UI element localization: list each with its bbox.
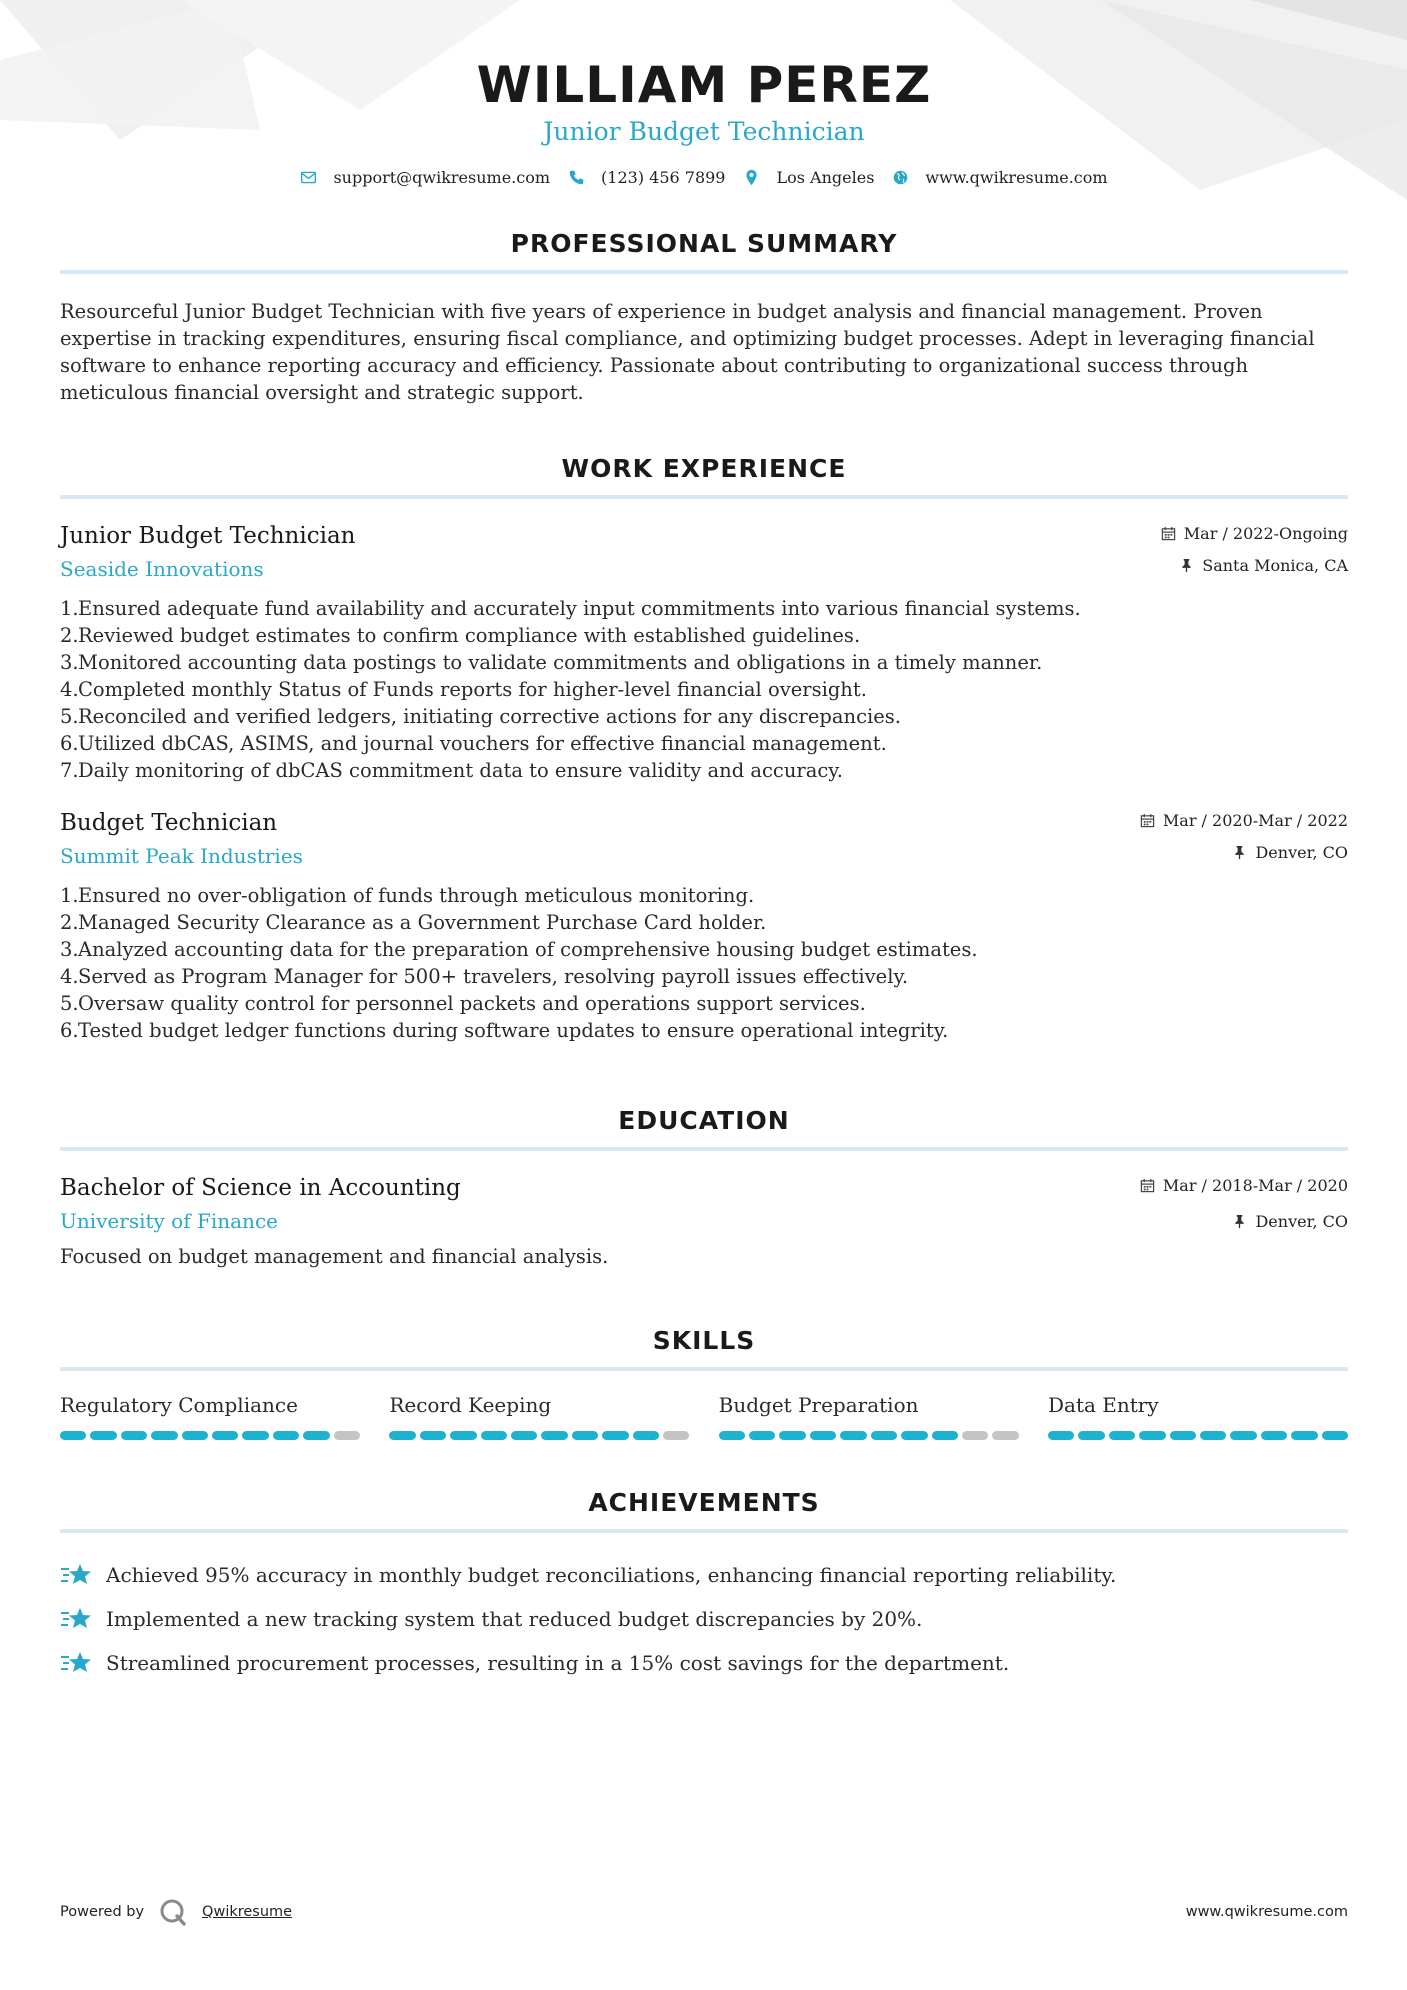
website-text: www.qwikresume.com xyxy=(925,168,1108,187)
email-text: support@qwikresume.com xyxy=(333,168,551,187)
skill-segment xyxy=(242,1431,268,1440)
shooting-star-icon xyxy=(60,1560,92,1590)
calendar-icon xyxy=(1140,813,1155,828)
job-company: Summit Peak Industries xyxy=(60,844,303,868)
skills-heading: SKILLS xyxy=(60,1326,1348,1371)
list-item: 2. Managed Security Clearance as a Government Purchase Card holder. xyxy=(60,911,767,934)
job-entry xyxy=(60,523,1348,784)
skill-segment xyxy=(633,1431,659,1440)
list-item: 5. Oversaw quality control for personnel packets and operations support services. xyxy=(60,992,866,1015)
list-item: 2. Reviewed budget estimates to confirm compliance with established guidelines. xyxy=(60,624,861,647)
list-item: 1. Ensured adequate fund availability and accurately input commitments into various financial systems. xyxy=(60,597,1081,620)
skill-segment xyxy=(1078,1431,1104,1440)
achievement-text: Implemented a new tracking system that reduced budget discrepancies by 20%. xyxy=(106,1607,923,1631)
job-entry xyxy=(60,810,1348,1044)
education-heading: EDUCATION xyxy=(60,1106,1348,1151)
qwikresume-link[interactable]: Qwikresume xyxy=(202,1904,293,1920)
skill-segment xyxy=(1170,1431,1196,1440)
skill-segment xyxy=(450,1431,476,1440)
skill-segment xyxy=(481,1431,507,1440)
list-item: 6. Tested budget ledger functions during software updates to ensure operational integrity. xyxy=(60,1019,949,1042)
phone-text: (123) 456 7899 xyxy=(601,168,726,187)
list-item: 1. Ensured no over-obligation of funds through meticulous monitoring. xyxy=(60,884,755,907)
achievement-text: Streamlined procurement processes, resulting in a 15% cost savings for the department. xyxy=(106,1651,1010,1675)
skill-segment xyxy=(273,1431,299,1440)
skill-segment xyxy=(182,1431,208,1440)
job-company: Seaside Innovations xyxy=(60,557,264,581)
location-text: Los Angeles xyxy=(776,168,875,187)
skill-segment xyxy=(1109,1431,1135,1440)
skill-segment xyxy=(212,1431,238,1440)
skill-segment xyxy=(663,1431,689,1440)
skill-segment xyxy=(389,1431,415,1440)
summary-section xyxy=(60,229,1348,406)
skill-segment xyxy=(840,1431,866,1440)
skills-section xyxy=(60,1326,1348,1440)
degree-title: Bachelor of Science in Accounting xyxy=(60,1175,461,1201)
candidate-title: Junior Budget Technician xyxy=(543,117,865,146)
job-title: Budget Technician xyxy=(60,810,278,836)
experience-section xyxy=(60,454,1348,1044)
job-bullets xyxy=(60,882,1348,1044)
skill-segment xyxy=(1200,1431,1226,1440)
experience-heading: WORK EXPERIENCE xyxy=(60,454,1348,499)
contact-email[interactable] xyxy=(300,168,550,187)
contact-location xyxy=(743,168,874,187)
list-item: 3. Monitored accounting data postings to validate commitments and obligations in a timely manner. xyxy=(60,651,1043,674)
achievements-heading: ACHIEVEMENTS xyxy=(60,1488,1348,1533)
list-item: 4. Completed monthly Status of Funds reports for higher-level financial oversight. xyxy=(60,678,867,701)
pushpin-icon xyxy=(1179,558,1194,573)
skill-segment xyxy=(511,1431,537,1440)
education-location: Denver, CO xyxy=(1255,1211,1348,1231)
skill-segment xyxy=(719,1431,745,1440)
skill-level-bar xyxy=(60,1431,360,1440)
skill-segment xyxy=(779,1431,805,1440)
skill-item xyxy=(719,1393,1019,1440)
contact-phone[interactable] xyxy=(568,168,725,187)
pushpin-icon xyxy=(1232,1214,1247,1229)
calendar-icon xyxy=(1161,526,1176,541)
skill-name: Record Keeping xyxy=(389,1393,552,1417)
calendar-icon xyxy=(1140,1178,1155,1193)
skill-segment xyxy=(1322,1431,1348,1440)
list-item: 6. Utilized dbCAS, ASIMS, and journal vouchers for effective financial management. xyxy=(60,732,887,755)
resume-header xyxy=(60,0,1348,187)
job-title: Junior Budget Technician xyxy=(60,523,356,549)
skill-segment xyxy=(749,1431,775,1440)
skill-segment xyxy=(901,1431,927,1440)
map-pin-icon xyxy=(743,169,760,186)
achievement-item xyxy=(60,1553,1348,1597)
contact-bar xyxy=(60,168,1348,187)
phone-icon xyxy=(568,169,585,186)
skill-segment xyxy=(932,1431,958,1440)
skill-item xyxy=(60,1393,360,1440)
skill-item xyxy=(1048,1393,1348,1440)
contact-website[interactable] xyxy=(892,168,1107,187)
job-dates: Mar / 2020-Mar / 2022 xyxy=(1162,810,1348,830)
list-item: 4. Served as Program Manager for 500+ travelers, resolving payroll issues effectively. xyxy=(60,965,909,988)
education-description: Focused on budget management and financial analysis. xyxy=(60,1245,609,1268)
job-bullets xyxy=(60,595,1348,784)
job-location: Denver, CO xyxy=(1255,842,1348,862)
education-entry xyxy=(60,1175,1348,1268)
pushpin-icon xyxy=(1232,845,1247,860)
skills-row xyxy=(60,1393,1348,1440)
skill-level-bar xyxy=(389,1431,689,1440)
powered-by xyxy=(60,1897,292,1927)
skill-segment xyxy=(420,1431,446,1440)
skill-segment xyxy=(121,1431,147,1440)
candidate-name: WILLIAM PEREZ xyxy=(476,56,932,114)
skill-segment xyxy=(992,1431,1018,1440)
shooting-star-icon xyxy=(60,1604,92,1634)
skill-segment xyxy=(602,1431,628,1440)
skill-segment xyxy=(90,1431,116,1440)
page-footer xyxy=(60,1897,1348,1927)
skill-segment xyxy=(334,1431,360,1440)
skill-name: Budget Preparation xyxy=(718,1393,919,1417)
skill-level-bar xyxy=(1048,1431,1348,1440)
skill-segment xyxy=(962,1431,988,1440)
powered-by-label: Powered by xyxy=(60,1904,145,1920)
skill-segment xyxy=(871,1431,897,1440)
skill-segment xyxy=(810,1431,836,1440)
globe-icon xyxy=(892,169,909,186)
achievements-list xyxy=(60,1553,1348,1685)
job-dates: Mar / 2022-Ongoing xyxy=(1183,523,1348,543)
footer-website[interactable]: www.qwikresume.com xyxy=(1185,1904,1348,1920)
skill-segment xyxy=(60,1431,86,1440)
qwikresume-logo-icon xyxy=(158,1897,188,1927)
achievement-text: Achieved 95% accuracy in monthly budget reconciliations, enhancing financial reporting reliability. xyxy=(106,1563,1117,1587)
list-item: 5. Reconciled and verified ledgers, initiating corrective actions for any discrepancies. xyxy=(60,705,901,728)
envelope-icon xyxy=(300,169,317,186)
achievements-section xyxy=(60,1488,1348,1685)
skill-name: Data Entry xyxy=(1047,1393,1159,1417)
skill-segment xyxy=(541,1431,567,1440)
education-section xyxy=(60,1106,1348,1268)
achievement-item xyxy=(60,1641,1348,1685)
school-name: University of Finance xyxy=(60,1209,278,1233)
skill-segment xyxy=(303,1431,329,1440)
skill-segment xyxy=(1291,1431,1317,1440)
skill-segment xyxy=(1048,1431,1074,1440)
shooting-star-icon xyxy=(60,1648,92,1678)
education-dates: Mar / 2018-Mar / 2020 xyxy=(1162,1175,1348,1195)
summary-heading: PROFESSIONAL SUMMARY xyxy=(60,229,1348,274)
skill-level-bar xyxy=(719,1431,1019,1440)
skill-segment xyxy=(1230,1431,1256,1440)
list-item: 7. Daily monitoring of dbCAS commitment data to ensure validity and accuracy. xyxy=(60,759,843,782)
skill-name: Regulatory Compliance xyxy=(60,1393,298,1417)
skill-segment xyxy=(1261,1431,1287,1440)
skill-segment xyxy=(151,1431,177,1440)
job-location: Santa Monica, CA xyxy=(1202,555,1348,575)
skill-segment xyxy=(1139,1431,1165,1440)
skill-item xyxy=(389,1393,689,1440)
list-item: 3. Analyzed accounting data for the preparation of comprehensive housing budget estimates. xyxy=(60,938,978,961)
resume-page xyxy=(60,0,1348,1685)
summary-text: Resourceful Junior Budget Technician with five years of experience in budget analysis and financial management. Proven expertise in tracking expenditures, ensuring fiscal compliance, and optimizing budget processes. Adept in leveraging financial software to enhance reporting accuracy and efficiency. Passionate about contributing to organizational success through meticulous financial oversight and strategic support. xyxy=(60,300,1315,404)
achievement-item xyxy=(60,1597,1348,1641)
skill-segment xyxy=(572,1431,598,1440)
